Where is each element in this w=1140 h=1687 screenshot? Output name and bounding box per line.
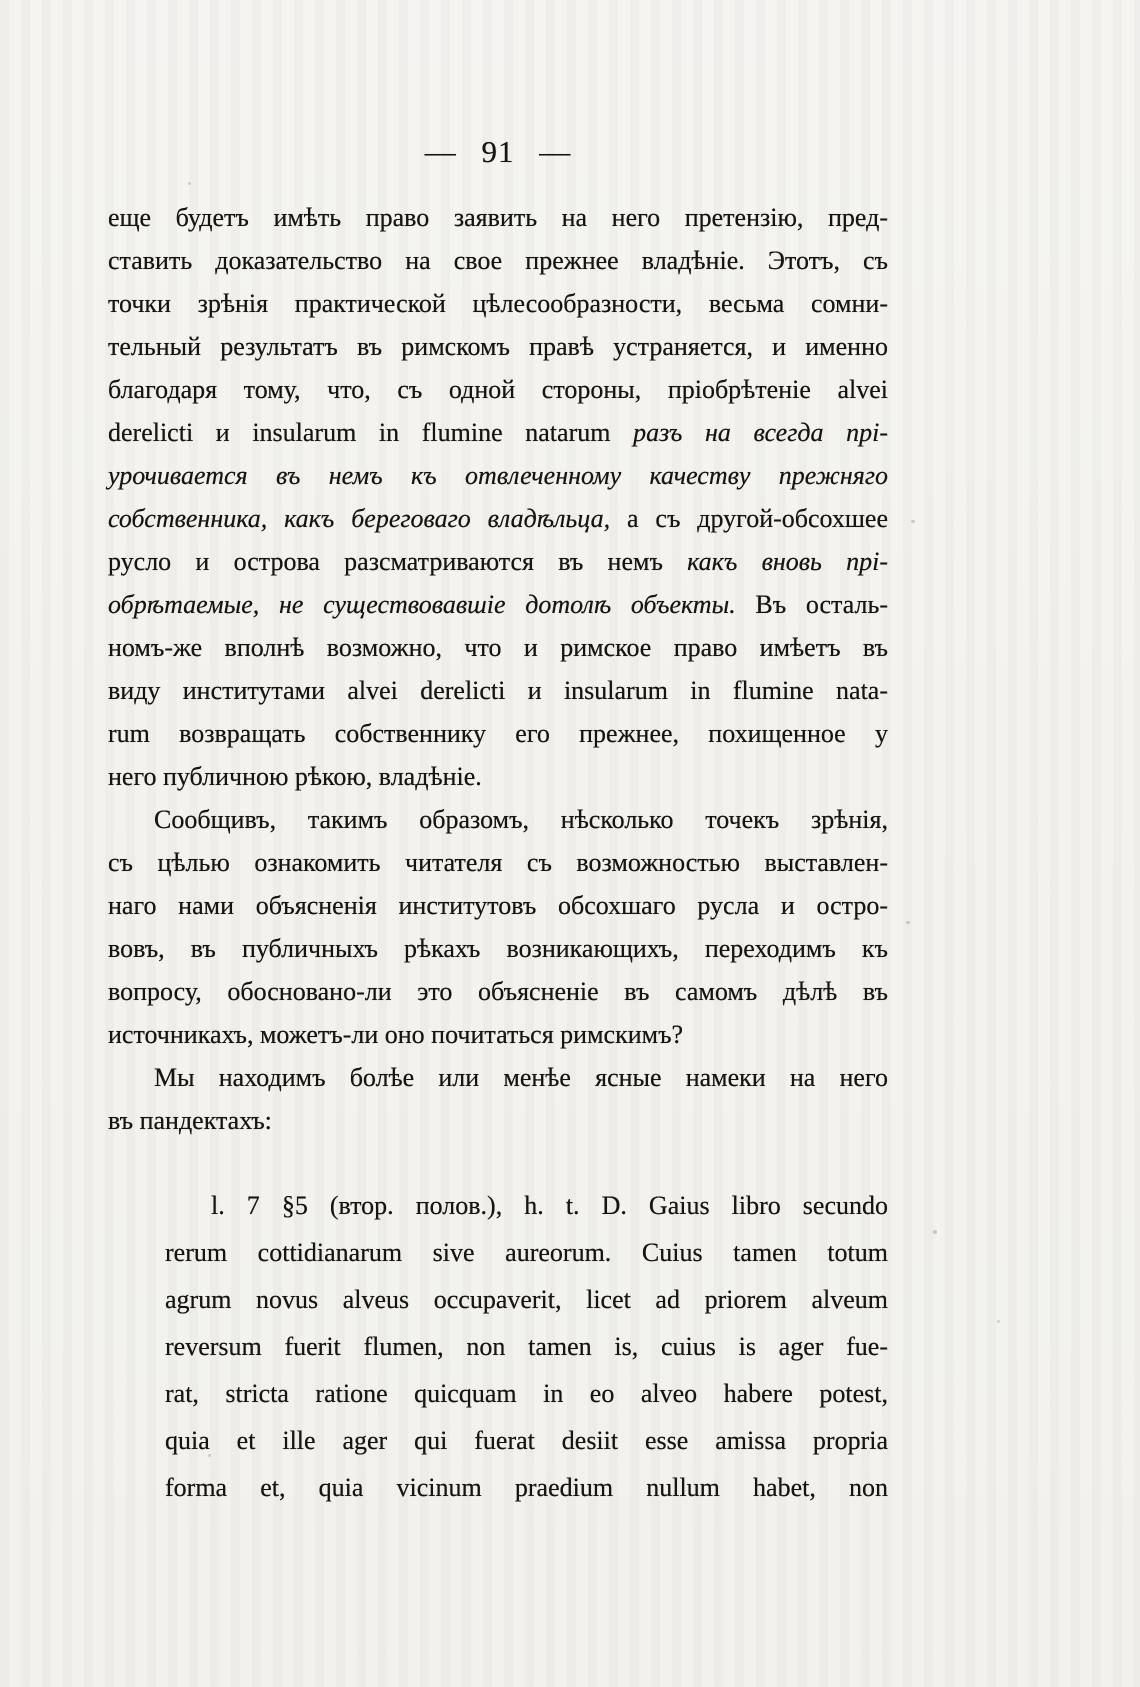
text-segment: rum возвращать собственнику его прежнее, похищенное у [108, 719, 888, 748]
text-segment: вовъ, въ публичныхъ рѣкахъ возникающихъ, переходимъ къ [108, 934, 888, 963]
text-segment: номъ-же вполнѣ возможно, что и римское право имѣетъ въ [108, 633, 888, 662]
text-line [108, 583, 888, 626]
text-segment: въ пандектахъ: [108, 1106, 272, 1135]
text-segment: Мы находимъ болѣе или менѣе ясные намеки на него [154, 1063, 888, 1092]
text-line [165, 1464, 888, 1511]
text-segment: русло и острова разсматриваются въ немъ [108, 547, 688, 576]
text-segment: вопросу, обосновано-ли это объясненіе въ самомъ дѣлѣ въ [108, 977, 888, 1006]
latin-quote-paragraph [165, 1182, 888, 1511]
emphasized-text: собственника, какъ береговаго владѣльца, [108, 504, 611, 533]
text-segment: ставить доказательство на свое прежнее владѣніе. Этотъ, съ [108, 246, 888, 275]
scan-speck [997, 1320, 1000, 1323]
text-line [165, 1370, 888, 1417]
text-block [108, 196, 888, 1511]
emphasized-text: какъ вновь прі- [687, 547, 889, 576]
text-line [165, 1276, 888, 1323]
text-segment: rat, stricta ratione quicquam in eo alveo habere potest, [165, 1379, 888, 1408]
text-segment: derelicti и insularum in flumine natarum [108, 418, 634, 447]
text-segment: reversum fuerit flumen, non tamen is, cuius is ager fue- [165, 1332, 888, 1361]
text-segment: него публичною рѣкою, владѣніе. [108, 762, 482, 791]
scan-speck [208, 1454, 211, 1457]
text-segment: еще будетъ имѣть право заявить на него претензію, пред- [108, 203, 888, 232]
text-line [108, 970, 888, 1013]
text-line [165, 1229, 888, 1276]
text-line [108, 411, 888, 454]
text-line [108, 927, 888, 970]
text-line [108, 1099, 888, 1142]
text-segment: agrum novus alveus occupaverit, licet ad priorem alveum [165, 1285, 888, 1314]
text-segment: благодаря тому, что, съ одной стороны, пріобрѣтеніе alvei [108, 375, 888, 404]
text-segment: forma et, quia vicinum praedium nullum habet, non [165, 1473, 888, 1502]
text-segment: виду институтами alvei derelicti и insularum in flumine nata- [108, 676, 888, 705]
text-segment: тельный результатъ въ римскомъ правѣ устраняется, и именно [108, 332, 888, 361]
text-line [108, 884, 888, 927]
scan-speck [911, 520, 915, 523]
text-line [108, 1013, 888, 1056]
text-line [108, 669, 888, 712]
text-segment: l. 7 §5 (втор. полов.), h. t. D. Gaius libro secundo [211, 1191, 888, 1220]
text-line [108, 368, 888, 411]
text-line [108, 497, 888, 540]
text-line [165, 1182, 888, 1229]
text-line [108, 325, 888, 368]
text-segment: а съ другой-обсохшее [610, 504, 888, 533]
emphasized-text: обрѣтаемые, не существовавшіе дотолѣ объекты. [108, 590, 736, 619]
text-segment: rerum cottidianarum sive aureorum. Cuius tamen totum [165, 1238, 888, 1267]
text-line [108, 626, 888, 669]
text-segment: наго нами объясненія институтовъ обсохшаго русла и остро- [108, 891, 888, 920]
text-line [108, 239, 888, 282]
text-segment: съ цѣлью ознакомить читателя съ возможностью выставлен- [108, 848, 888, 877]
text-line [165, 1417, 888, 1464]
text-line [108, 755, 888, 798]
text-line [165, 1323, 888, 1370]
text-line [108, 712, 888, 755]
scan-speck [188, 182, 191, 185]
paragraph [108, 798, 888, 1056]
scan-speck [906, 921, 910, 924]
text-line [108, 282, 888, 325]
emphasized-text: разъ на всегда прі- [633, 418, 888, 447]
emphasized-text: урочивается въ немъ къ отвлеченному качеству прежняго [108, 461, 888, 490]
paragraph [108, 196, 888, 798]
text-line [108, 841, 888, 884]
text-line [108, 454, 888, 497]
paragraph [108, 1056, 888, 1142]
text-segment: quia et ille ager qui fuerat desiit esse amissa propria [165, 1426, 888, 1455]
text-line [108, 196, 888, 239]
text-segment: Сообщивъ, такимъ образомъ, нѣсколько точекъ зрѣнія, [154, 805, 888, 834]
scan-speck [933, 1230, 937, 1234]
text-line [108, 1056, 888, 1099]
text-segment: точки зрѣнія практической цѣлесообразности, весьма сомни- [108, 289, 888, 318]
text-segment: источникахъ, можетъ-ли оно почитаться римскимъ? [108, 1020, 684, 1049]
text-line [108, 540, 888, 583]
page-number: — 91 — [424, 134, 572, 169]
text-segment: Въ осталь- [735, 590, 888, 619]
text-line [108, 798, 888, 841]
